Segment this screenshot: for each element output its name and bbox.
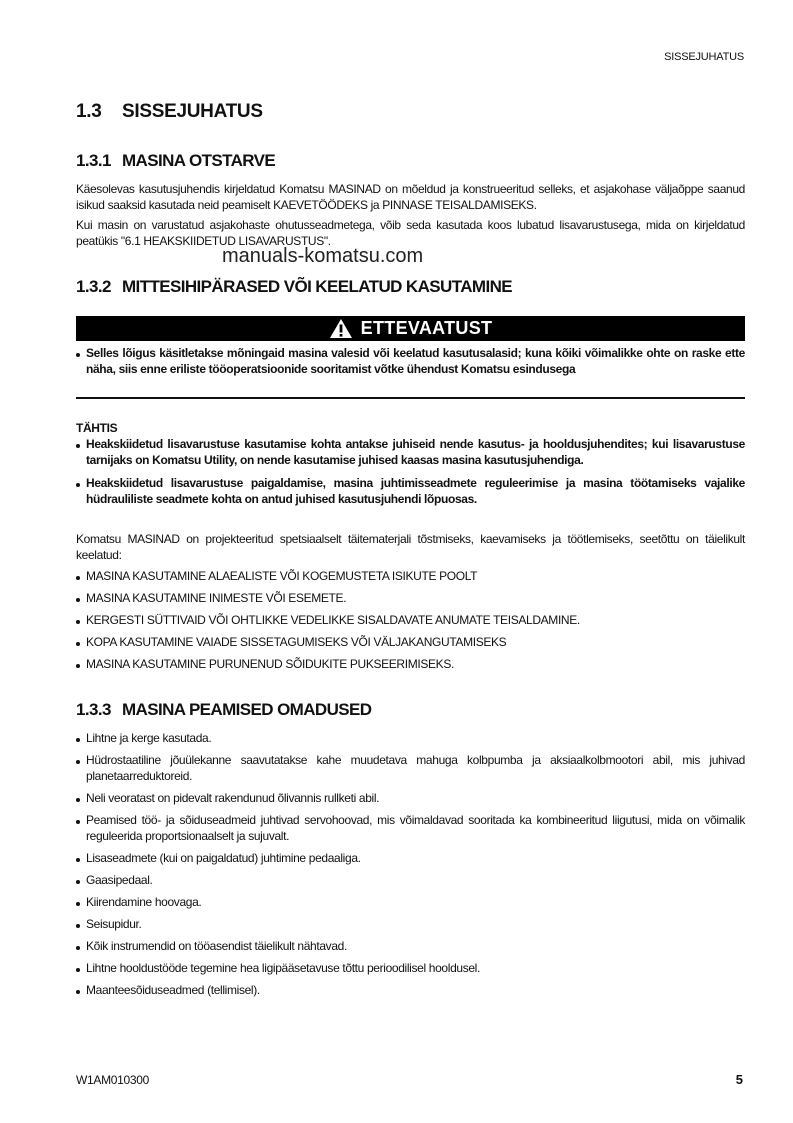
list-item: Seisupidur. (76, 916, 745, 932)
list-item: MASINA KASUTAMINE INIMESTE VÕI ESEMETE. (76, 590, 745, 606)
section-number: 1.3 (76, 101, 102, 122)
list-item: Lihtne hooldustööde tegemine hea ligipääsetavuse tõttu perioodilisel hooldusel. (76, 960, 745, 976)
warning-triangle-icon (329, 318, 353, 339)
list-item: Maanteesõiduseadmed (tellimisel). (76, 982, 745, 998)
purpose-text (76, 181, 745, 249)
subsection-number: 1.3.1 (76, 151, 111, 170)
list-item: Gaasipedaal. (76, 872, 745, 888)
running-header: SISSEJUHATUS (664, 51, 744, 63)
list-item: MASINA KASUTAMINE PURUNENUD SÕIDUKITE PUKSEERIMISEKS. (76, 656, 745, 672)
list-item: Selles lõigus käsitletakse mõningaid masina valesid või keelatud kasutusalasid; kuna kõiki võimalikke ohte on raske ette näha, siis enne eriliste tööoperatsioonide sooritamist võtke ühendust Komatsu esindusega (76, 345, 745, 377)
list-item: Peamised töö- ja sõiduseadmeid juhtivad servohoovad, mis võimaldavad sooritada ka kombineeritud liigutusi, mida on võimalik reguleerida proportsionaalselt ja sujuvalt. (76, 812, 745, 844)
list-item: KERGESTI SÜTTIVAID VÕI OHTLIKKE VEDELIKKE SISALDAVATE ANUMATE TEISALDAMINE. (76, 612, 745, 628)
subsection-title: MASINA OTSTARVE (122, 151, 276, 170)
list-item: KOPA KASUTAMINE VAIADE SISSETAGUMISEKS VÕI VÄLJAKANGUTAMISEKS (76, 634, 745, 650)
list-item: Lisaseadmete (kui on paigaldatud) juhtimine pedaaliga. (76, 850, 745, 866)
page-number: 5 (735, 1072, 743, 1087)
features-list (76, 730, 745, 998)
subsection-heading-133 (76, 700, 371, 720)
list-item: Kiirendamine hoovaga. (76, 894, 745, 910)
paragraph: Kui masin on varustatud asjakohaste ohutusseadmetega, võib seda kasutada koos lubatud lisavarustusega, mida on kirjeldatud peatükis "6.1 HEAKSKIIDETUD LISAVARUSTUS". (76, 218, 745, 248)
subsection-title: MITTESIHIPÄRASED VÕI KEELATUD KASUTAMINE (122, 277, 512, 296)
subsection-number: 1.3.2 (76, 277, 111, 296)
list-item: Neli veoratast on pidevalt rakendunud õlivannis rullketi abil. (76, 790, 745, 806)
subsection-number: 1.3.3 (76, 700, 111, 719)
divider (76, 397, 745, 399)
list-item: MASINA KASUTAMINE ALAEALISTE VÕI KOGEMUSTETA ISIKUTE POOLT (76, 568, 745, 584)
list-item: Kõik instrumendid on tööasendist täielikult nähtavad. (76, 938, 745, 954)
paragraph: Käesolevas kasutusjuhendis kirjeldatud Komatsu MASINAD on mõeldud ja konstrueeritud selleks, et asjakohase väljaõppe saanud isikud saaksid kasutada neid peamiselt KAEVETÖÖDEKS ja PINNASE TEISALDAMISEKS. (76, 182, 745, 212)
list-item: Hüdrostaatiline jõuülekanne saavutatakse kahe muudetava mahuga kolbpumba ja aksiaalkolbmootori abil, mis juhivad planetaarreduktoreid. (76, 752, 745, 784)
paragraph: Komatsu MASINAD on projekteeritud spetsiaalselt täitematerjali tõstmiseks, kaevamiseks ja töötlemiseks, seetõttu on täielikult keelatud: (76, 532, 745, 562)
section-title: SISSEJUHATUS (122, 101, 263, 122)
caution-text (76, 345, 745, 377)
caution-label: ETTEVAATUST (360, 318, 493, 338)
list-item: Heakskiidetud lisavarustuse kasutamise kohta antakse juhiseid nende kasutus- ja hooldusjuhendites; kui lisavarustuse tarnijaks on Komatsu Utility, on nende kasutamise juhised kaasas masina kasutusjuhendiga. (76, 436, 745, 468)
watermark: manuals-komatsu.com (222, 245, 424, 267)
subsection-heading-132 (76, 277, 512, 297)
list-item: Lihtne ja kerge kasutada. (76, 730, 745, 746)
important-label: TÄHTIS (76, 421, 118, 435)
section-heading (76, 101, 263, 123)
list-item: Heakskiidetud lisavarustuse paigaldamise, masina juhtimisseadmete reguleerimise ja masina töötamiseks vajalike hüdrauliliste seadmete kohta on antud juhised kasutusjuhendi lõpuosas. (76, 475, 745, 507)
subsection-heading-131 (76, 151, 275, 171)
subsection-title: MASINA PEAMISED OMADUSED (122, 700, 372, 719)
caution-banner (76, 316, 745, 341)
prohibited-text (76, 531, 745, 672)
document-code: W1AM010300 (76, 1073, 150, 1087)
important-notice (76, 420, 745, 507)
